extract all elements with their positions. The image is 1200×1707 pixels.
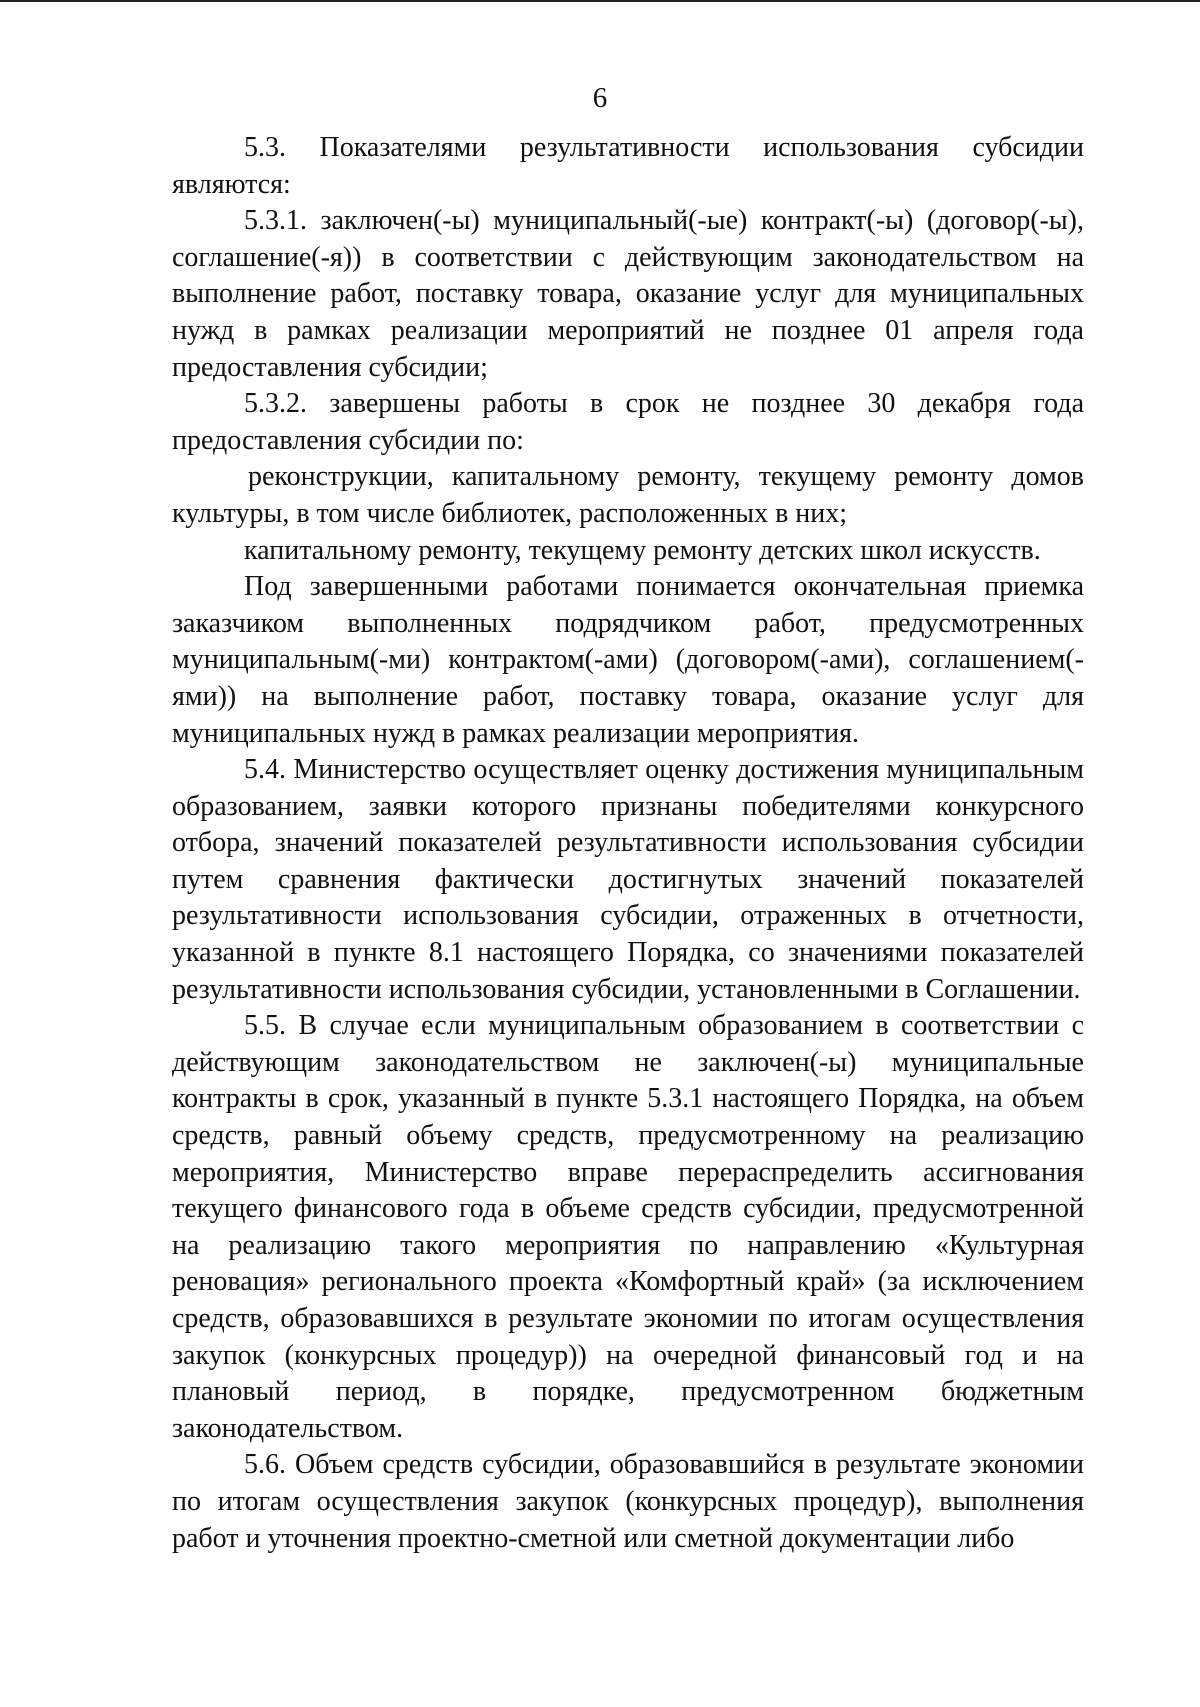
paragraph-5-4: 5.4. Министерство осуществляет оценку достижения муниципальным образованием, заявки которого признаны победителями конкурсного отбора, значений показателей результативности использования субсидии путем сравнения фактически достигнутых значений показателей результативности использования субсидии, отраженных в отчетности, указанной в пункте 8.1 настоящего Порядка, со значениями показателей результативности использования субсидии, установленными в Соглашении. — [172, 754, 1084, 1005]
paragraph-completed-works: Под завершенными работами понимается окончательная приемка заказчиком выполненных подрядчиком работ, предусмотренных муниципальным(-ми) контрактом(-ами) (договором(-ами), соглашением(-ями)) на выполнение работ, поставку товара, оказание услуг для муниципальных нужд в рамках реализации мероприятия. — [172, 571, 1084, 749]
paragraph-5-3-2: 5.3.2. завершены работы в срок не позднее 30 декабря года предоставления субсидии по: — [172, 388, 1084, 456]
paragraph-reconstruction: реконструкции, капитальному ремонту, текущему ремонту домов культуры, в том числе библиотек, расположенных в них; — [172, 461, 1084, 529]
paragraph-5-6: 5.6. Объем средств субсидии, образовавшийся в результате экономии по итогам осуществления закупок (конкурсных процедур), выполнения работ и уточнения проектно-сметной или сметной документации либо — [172, 1449, 1084, 1554]
paragraph-5-3-1: 5.3.1. заключен(-ы) муниципальный(-ые) контракт(-ы) (договор(-ы), соглашение(-я)) в соответствии с действующим законодательством на выполнение работ, поставку товара, оказание услуг для муниципальных нужд в рамках реализации мероприятий не позднее 01 апреля года предоставления субсидии; — [172, 205, 1084, 383]
paragraph-5-3: 5.3. Показателями результативности использования субсидии являются: — [172, 132, 1084, 200]
document-body — [172, 130, 1084, 1557]
paragraph-capital-repair: капитальному ремонту, текущему ремонту детских школ искусств. — [244, 534, 1041, 566]
page-number: 6 — [592, 82, 608, 114]
paragraph-5-5: 5.5. В случае если муниципальным образованием в соответствии с действующим законодательством не заключен(-ы) муниципальные контракты в срок, указанный в пункте 5.3.1 настоящего Порядка, на объем средств, равный объему средств, предусмотренному на реализацию мероприятия, Министерство вправе перераспределить ассигнования текущего финансового года в объеме средств субсидии, предусмотренной на реализацию такого мероприятия по направлению «Культурная реновация» регионального проекта «Комфортный край» (за исключением средств, образовавшихся в результате экономии по итогам осуществления закупок (конкурсных процедур)) на очередной финансовый год и на плановый период, в порядке, предусмотренном бюджетным законодательством. — [172, 1010, 1084, 1444]
